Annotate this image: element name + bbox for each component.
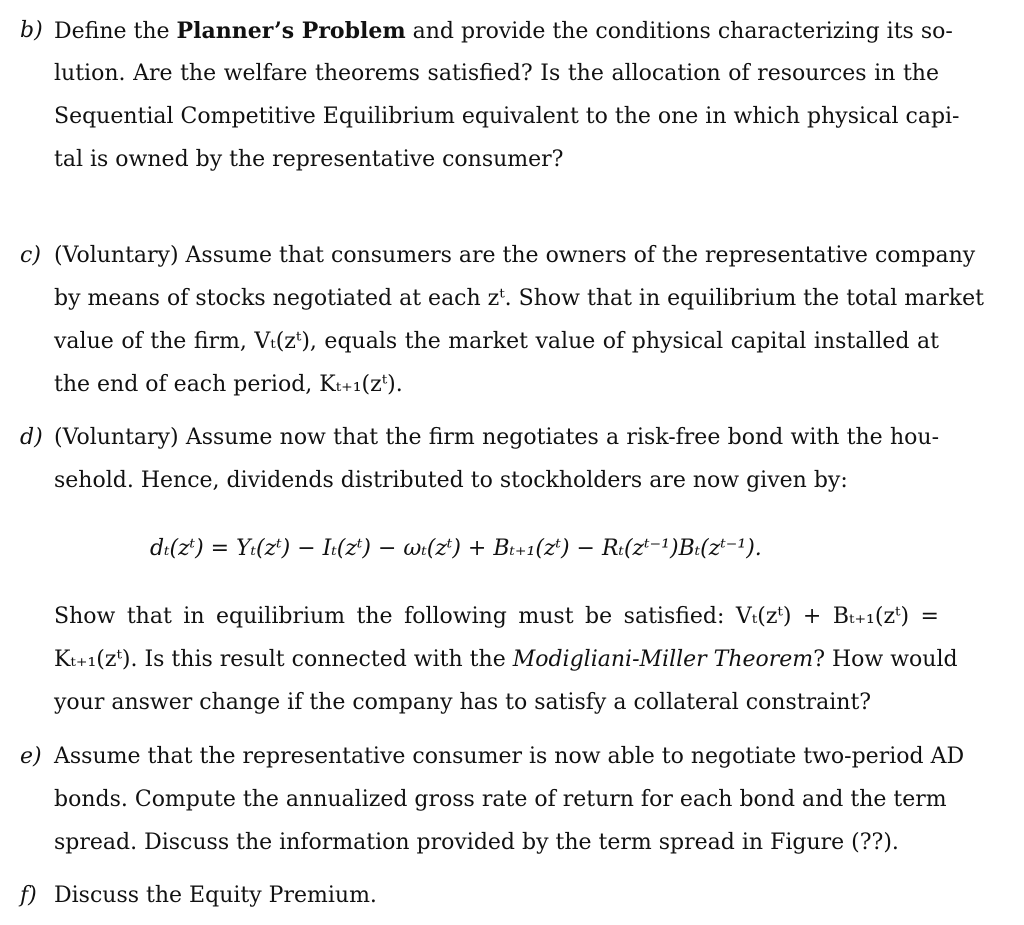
text-line: (Voluntary) Assume now that the firm negotiates a risk-free bond with the hou- [54, 425, 939, 450]
text-line: tal is owned by the representative consumer? [54, 147, 564, 172]
item-label: f) [20, 883, 37, 908]
item-label: d) [20, 425, 43, 450]
bold-term: Planner’s Problem [176, 18, 406, 44]
item-label: c) [20, 243, 41, 268]
text-line: Show that in equilibrium the following must be satisfied: Vₜ(zᵗ) + Bₜ₊₁(zᵗ) = [54, 604, 939, 629]
item-label: b) [20, 18, 43, 43]
text-line: spread. Discuss the information provided by the term spread in Figure (??). [54, 830, 899, 855]
equation: dₜ(zᵗ) = Yₜ(zᵗ) − Iₜ(zᵗ) − ωₜ(zᵗ) + Bₜ₊₁(zᵗ) − Rₜ(zᵗ⁻¹)Bₜ(zᵗ⁻¹). [150, 536, 762, 561]
text-line: Kₜ₊₁(zᵗ). Is this result connected with the Modigliani-Miller Theorem? How would [54, 647, 958, 672]
text-line: the end of each period, Kₜ₊₁(zᵗ). [54, 372, 403, 397]
text-line: your answer change if the company has to satisfy a collateral constraint? [54, 690, 872, 715]
text-line: sehold. Hence, dividends distributed to stockholders are now given by: [54, 468, 848, 493]
text-line: (Voluntary) Assume that consumers are the owners of the representative company [54, 243, 976, 268]
text-line: bonds. Compute the annualized gross rate of return for each bond and the term [54, 787, 947, 812]
text-line: value of the firm, Vₜ(zᵗ), equals the market value of physical capital installed at [54, 329, 939, 354]
item-label: e) [20, 744, 42, 769]
text-line: Sequential Competitive Equilibrium equivalent to the one in which physical capi- [54, 104, 960, 129]
text-line: by means of stocks negotiated at each zᵗ. Show that in equilibrium the total market [54, 286, 984, 311]
text-line: lution. Are the welfare theorems satisfied? Is the allocation of resources in the [54, 61, 939, 86]
text-line: Define the Planner’s Problem and provide the conditions characterizing its so- [54, 18, 953, 44]
text-line: Assume that the representative consumer is now able to negotiate two-period AD [54, 744, 965, 769]
italic-term: Modigliani-Miller Theorem [512, 647, 814, 672]
text-line: Discuss the Equity Premium. [54, 883, 377, 908]
